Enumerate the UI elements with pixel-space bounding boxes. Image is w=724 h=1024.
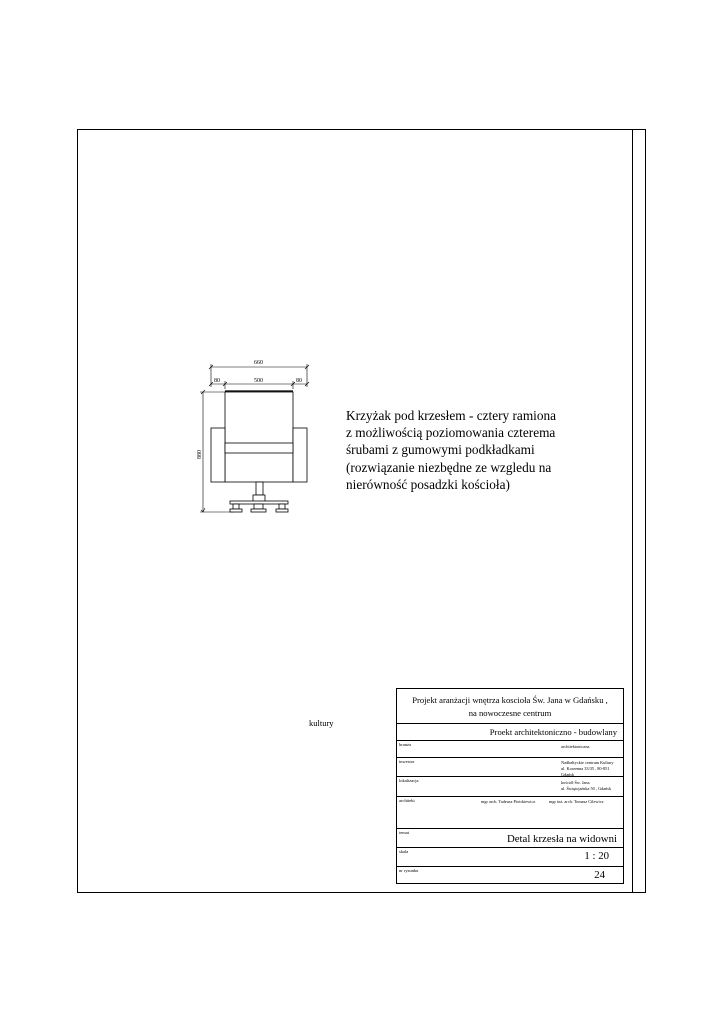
title-block xyxy=(396,688,624,884)
tb-inwestor-row xyxy=(397,758,623,777)
tb-temat-row xyxy=(397,829,623,848)
dim-overall-width: 660 xyxy=(254,360,263,366)
tb-phase-row xyxy=(397,724,623,741)
tb-rysunek-row xyxy=(397,867,623,883)
branza-value: architektoniczna xyxy=(561,744,590,749)
architekt-2: mgr inż. arch. Tomasz Cilewicz xyxy=(549,799,604,804)
dim-seat: 500 xyxy=(254,378,263,384)
project-phase: Proekt architektoniczno - budowlany xyxy=(489,727,617,737)
inwestor-line-1: Nadbałtyckie centrum Kultury xyxy=(561,760,614,765)
architekt-label: architekt xyxy=(399,798,415,803)
note-line-2: z możliwością poziomowania czterema xyxy=(346,425,556,441)
binding-strip xyxy=(633,129,646,893)
tb-architekt-row xyxy=(397,797,623,829)
stray-text: kultury xyxy=(309,718,334,728)
inwestor-line-2: ul. Korzenna 33/35 , 80-851 Gdańsk xyxy=(561,766,610,777)
branza-label: branża xyxy=(399,742,411,747)
architekt-1: mgr arch. Tadeusz Piotrkiewicz xyxy=(481,799,536,804)
chair-drawing xyxy=(190,355,330,525)
project-line-2: na nowoczesne centrum xyxy=(468,707,552,718)
tb-skala-row xyxy=(397,848,623,867)
note-line-5: nierówność posadzki kościoła) xyxy=(346,476,510,492)
project-title xyxy=(403,694,617,719)
lokalizacja-label: lokalizacja xyxy=(399,778,419,783)
drawing-number: 24 xyxy=(594,869,605,881)
rysunek-label: nr rysunku xyxy=(399,868,419,873)
dim-right-arm: 80 xyxy=(296,378,302,384)
dim-height: 880 xyxy=(197,450,203,459)
scale-value: 1 : 20 xyxy=(584,850,609,862)
note-line-1: Krzyżak pod krzesłem - cztery ramiona xyxy=(346,408,557,423)
note-line-3: śrubami z gumowymi podkładkami xyxy=(346,442,535,458)
design-note xyxy=(346,407,596,493)
lokalizacja-line-1: kościół Św. Jana xyxy=(561,780,590,785)
tb-branza-row xyxy=(397,741,623,758)
sheet-title: Detal krzesła na widowni xyxy=(506,833,617,845)
note-line-4: (rozwiązanie niezbędne ze wzgledu na xyxy=(346,459,552,475)
dim-left-arm: 80 xyxy=(214,378,220,384)
tb-project-row xyxy=(397,689,623,724)
tb-lokalizacja-row xyxy=(397,777,623,797)
inwestor-label: inwestor xyxy=(399,759,415,764)
skala-label: skala xyxy=(399,849,409,854)
lokalizacja-line-2: ul. Świętojańska 50 , Gdańsk xyxy=(561,786,612,791)
project-line-1: Projekt aranżacji wnętrza koscioła Św. Jana w Gdańsku , xyxy=(412,695,608,705)
temat-label: temat xyxy=(399,830,409,835)
